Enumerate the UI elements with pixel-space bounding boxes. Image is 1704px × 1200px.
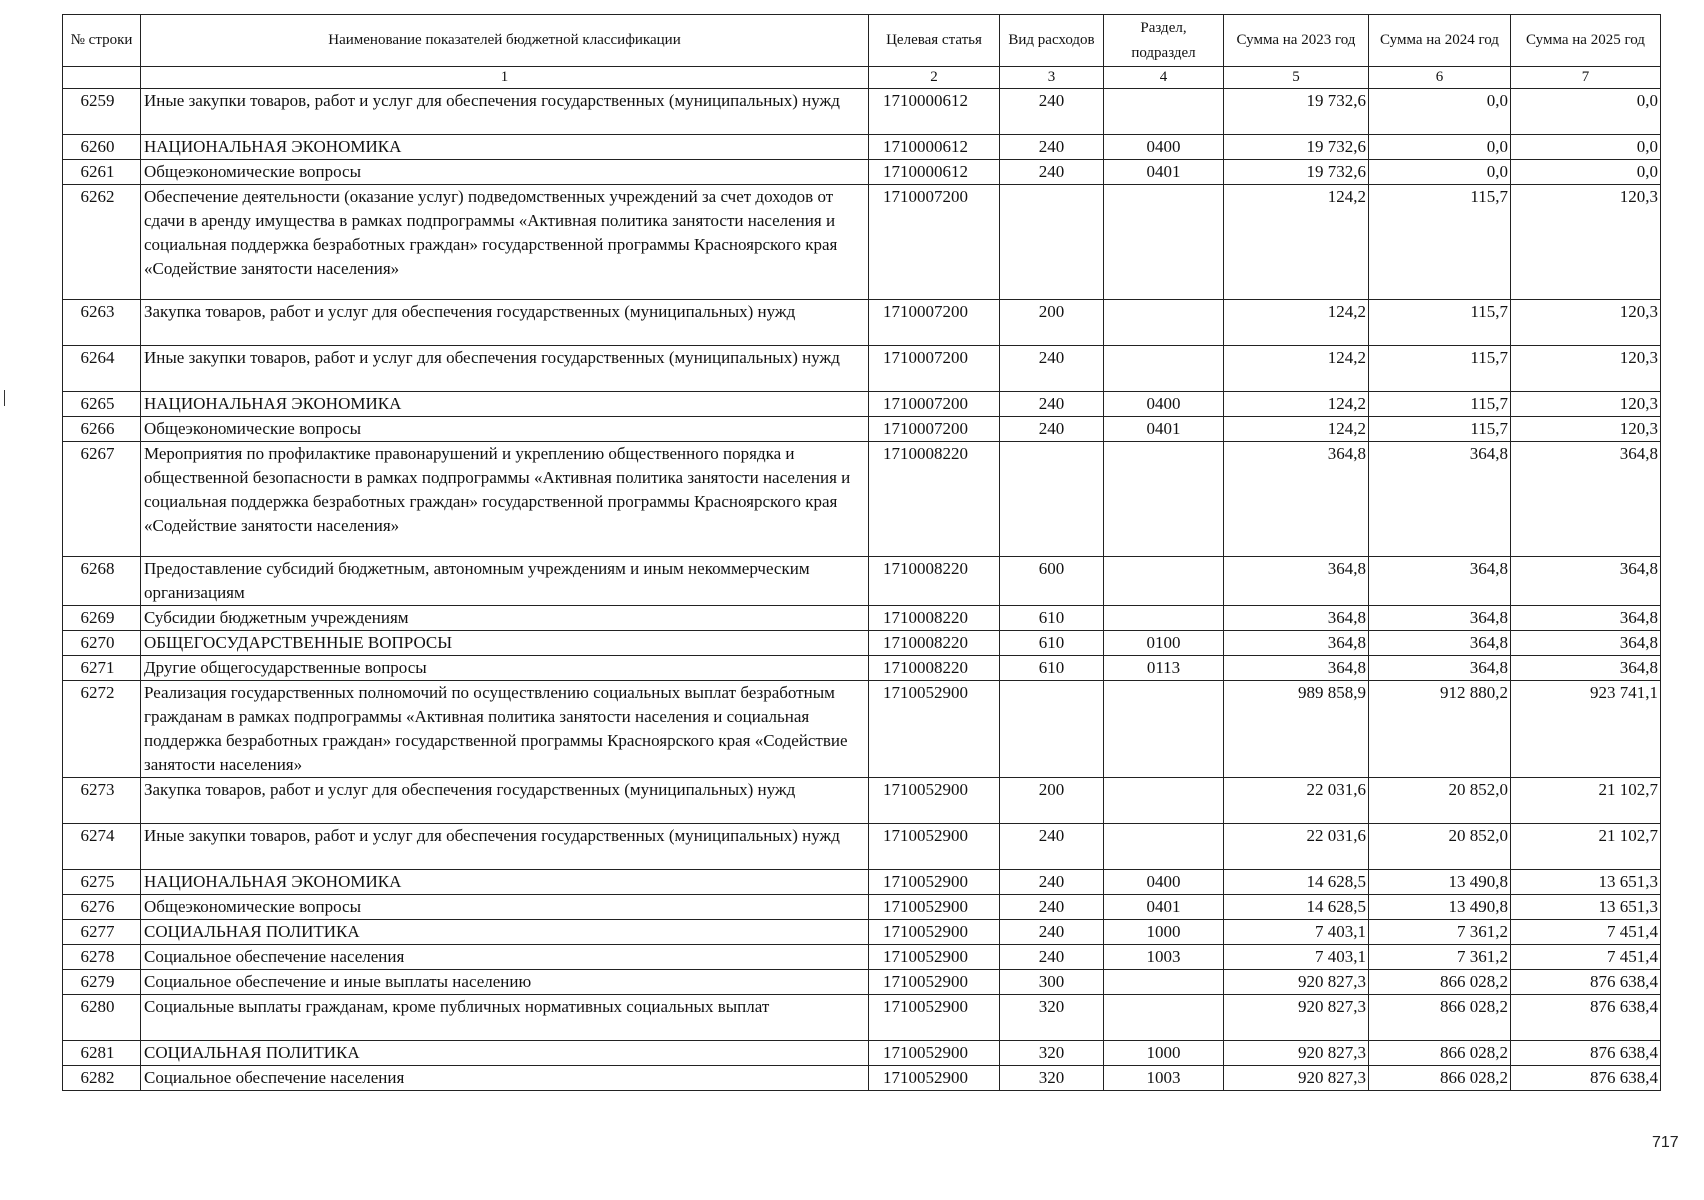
sum-2023: 920 827,3 <box>1224 1066 1369 1091</box>
section-code <box>1104 995 1224 1041</box>
row-number: 6280 <box>63 995 141 1041</box>
indicator-name: Реализация государственных полномочий по осуществлению социальных выплат безработным гражданам в рамках подпрограммы «Активная политика занятости населения и социальная поддержка безработных граждан» государственной программы Красноярского края «Содействие занятости населения» <box>141 681 869 778</box>
sum-2024: 20 852,0 <box>1369 778 1511 824</box>
sum-2023: 124,2 <box>1224 346 1369 392</box>
indicator-name: Мероприятия по профилактике правонарушений и укреплению общественного порядка и общественной безопасности в рамках подпрограммы «Активная политика занятости населения и социальная поддержка безработных граждан» государственной программы Красноярского края «Содействие занятости населения» <box>141 442 869 557</box>
sum-2024: 7 361,2 <box>1369 920 1511 945</box>
table-header <box>63 15 1661 89</box>
row-number: 6264 <box>63 346 141 392</box>
column-index-row <box>63 67 1661 89</box>
expense-type: 240 <box>1000 895 1104 920</box>
indicator-name: Предоставление субсидий бюджетным, автономным учреждениям и иным некоммерческим организациям <box>141 557 869 606</box>
row-number: 6273 <box>63 778 141 824</box>
sum-2023: 124,2 <box>1224 392 1369 417</box>
target-article: 1710000612 <box>869 135 1000 160</box>
sum-2024: 115,7 <box>1369 392 1511 417</box>
sum-2023: 124,2 <box>1224 300 1369 346</box>
section-code: 0401 <box>1104 160 1224 185</box>
expense-type: 320 <box>1000 1041 1104 1066</box>
row-number: 6263 <box>63 300 141 346</box>
header-section: Раздел, подраздел <box>1104 15 1224 67</box>
target-article: 1710052900 <box>869 870 1000 895</box>
sum-2023: 22 031,6 <box>1224 824 1369 870</box>
expense-type: 200 <box>1000 778 1104 824</box>
header-sum-2024: Сумма на 2024 год <box>1369 15 1511 67</box>
target-article: 1710052900 <box>869 895 1000 920</box>
indicator-name: Общеэкономические вопросы <box>141 895 869 920</box>
sum-2023: 22 031,6 <box>1224 778 1369 824</box>
sum-2024: 13 490,8 <box>1369 895 1511 920</box>
indicator-name: НАЦИОНАЛЬНАЯ ЭКОНОМИКА <box>141 392 869 417</box>
sum-2024: 115,7 <box>1369 185 1511 300</box>
sum-2025: 120,3 <box>1511 417 1661 442</box>
column-index: 7 <box>1511 67 1661 89</box>
target-article: 1710008220 <box>869 442 1000 557</box>
row-number: 6282 <box>63 1066 141 1091</box>
row-number: 6268 <box>63 557 141 606</box>
row-number: 6275 <box>63 870 141 895</box>
table-row <box>63 300 1661 346</box>
sum-2023: 14 628,5 <box>1224 870 1369 895</box>
table-row <box>63 778 1661 824</box>
expense-type: 240 <box>1000 870 1104 895</box>
table-row <box>63 656 1661 681</box>
section-code <box>1104 89 1224 135</box>
sum-2024: 364,8 <box>1369 656 1511 681</box>
table-row <box>63 135 1661 160</box>
target-article: 1710000612 <box>869 160 1000 185</box>
indicator-name: Другие общегосударственные вопросы <box>141 656 869 681</box>
sum-2023: 920 827,3 <box>1224 1041 1369 1066</box>
expense-type: 320 <box>1000 995 1104 1041</box>
sum-2023: 7 403,1 <box>1224 920 1369 945</box>
expense-type: 240 <box>1000 160 1104 185</box>
sum-2025: 364,8 <box>1511 442 1661 557</box>
sum-2023: 364,8 <box>1224 631 1369 656</box>
target-article: 1710007200 <box>869 185 1000 300</box>
table-row <box>63 346 1661 392</box>
sum-2025: 876 638,4 <box>1511 995 1661 1041</box>
table-row <box>63 870 1661 895</box>
row-number: 6269 <box>63 606 141 631</box>
sum-2025: 0,0 <box>1511 89 1661 135</box>
sum-2025: 876 638,4 <box>1511 1041 1661 1066</box>
sum-2025: 0,0 <box>1511 160 1661 185</box>
section-code <box>1104 606 1224 631</box>
expense-type: 300 <box>1000 970 1104 995</box>
target-article: 1710052900 <box>869 778 1000 824</box>
scan-margin-mark <box>4 390 5 406</box>
sum-2024: 20 852,0 <box>1369 824 1511 870</box>
target-article: 1710008220 <box>869 557 1000 606</box>
target-article: 1710052900 <box>869 1066 1000 1091</box>
section-code <box>1104 300 1224 346</box>
sum-2023: 19 732,6 <box>1224 89 1369 135</box>
indicator-name: Социальное обеспечение населения <box>141 1066 869 1091</box>
row-number: 6260 <box>63 135 141 160</box>
header-expense-type: Вид расходов <box>1000 15 1104 67</box>
target-article: 1710007200 <box>869 346 1000 392</box>
section-code: 0400 <box>1104 392 1224 417</box>
table-row <box>63 681 1661 778</box>
section-code: 1000 <box>1104 920 1224 945</box>
target-article: 1710007200 <box>869 417 1000 442</box>
sum-2023: 124,2 <box>1224 185 1369 300</box>
table-row <box>63 824 1661 870</box>
sum-2025: 120,3 <box>1511 300 1661 346</box>
row-number: 6261 <box>63 160 141 185</box>
sum-2025: 7 451,4 <box>1511 920 1661 945</box>
indicator-name: Общеэкономические вопросы <box>141 160 869 185</box>
header-indicator-name: Наименование показателей бюджетной классификации <box>141 15 869 67</box>
indicator-name: Общеэкономические вопросы <box>141 417 869 442</box>
sum-2024: 115,7 <box>1369 346 1511 392</box>
sum-2024: 866 028,2 <box>1369 995 1511 1041</box>
table-row <box>63 631 1661 656</box>
sum-2025: 923 741,1 <box>1511 681 1661 778</box>
section-code: 0100 <box>1104 631 1224 656</box>
sum-2024: 866 028,2 <box>1369 1041 1511 1066</box>
column-index: 6 <box>1369 67 1511 89</box>
section-code <box>1104 557 1224 606</box>
row-number: 6259 <box>63 89 141 135</box>
table-row <box>63 945 1661 970</box>
section-code: 1003 <box>1104 945 1224 970</box>
row-number: 6272 <box>63 681 141 778</box>
table-body <box>63 89 1661 1091</box>
table-row <box>63 557 1661 606</box>
sum-2023: 7 403,1 <box>1224 945 1369 970</box>
target-article: 1710052900 <box>869 945 1000 970</box>
row-number: 6274 <box>63 824 141 870</box>
expense-type: 240 <box>1000 392 1104 417</box>
table-row <box>63 417 1661 442</box>
indicator-name: СОЦИАЛЬНАЯ ПОЛИТИКА <box>141 1041 869 1066</box>
section-code <box>1104 346 1224 392</box>
section-code <box>1104 185 1224 300</box>
sum-2025: 13 651,3 <box>1511 870 1661 895</box>
table-row <box>63 895 1661 920</box>
sum-2024: 0,0 <box>1369 135 1511 160</box>
sum-2024: 115,7 <box>1369 300 1511 346</box>
row-number: 6279 <box>63 970 141 995</box>
sum-2024: 115,7 <box>1369 417 1511 442</box>
target-article: 1710052900 <box>869 970 1000 995</box>
target-article: 1710052900 <box>869 824 1000 870</box>
indicator-name: Обеспечение деятельности (оказание услуг) подведомственных учреждений за счет доходов от сдачи в аренду имущества в рамках подпрограммы «Активная политика занятости населения и социальная поддержка безработных граждан» государственной программы Красноярского края «Содействие занятости населения» <box>141 185 869 300</box>
sum-2024: 912 880,2 <box>1369 681 1511 778</box>
expense-type: 240 <box>1000 920 1104 945</box>
expense-type: 240 <box>1000 417 1104 442</box>
indicator-name: Закупка товаров, работ и услуг для обеспечения государственных (муниципальных) нужд <box>141 300 869 346</box>
table-row <box>63 392 1661 417</box>
sum-2023: 920 827,3 <box>1224 995 1369 1041</box>
sum-2024: 866 028,2 <box>1369 970 1511 995</box>
table-row <box>63 442 1661 557</box>
target-article: 1710052900 <box>869 1041 1000 1066</box>
target-article: 1710008220 <box>869 606 1000 631</box>
sum-2024: 364,8 <box>1369 557 1511 606</box>
indicator-name: Субсидии бюджетным учреждениям <box>141 606 869 631</box>
target-article: 1710007200 <box>869 392 1000 417</box>
section-code: 1003 <box>1104 1066 1224 1091</box>
sum-2024: 7 361,2 <box>1369 945 1511 970</box>
table-row <box>63 89 1661 135</box>
sum-2023: 364,8 <box>1224 606 1369 631</box>
target-article: 1710052900 <box>869 920 1000 945</box>
header-sum-2025: Сумма на 2025 год <box>1511 15 1661 67</box>
indicator-name: ОБЩЕГОСУДАРСТВЕННЫЕ ВОПРОСЫ <box>141 631 869 656</box>
sum-2024: 13 490,8 <box>1369 870 1511 895</box>
column-index: 4 <box>1104 67 1224 89</box>
row-number: 6281 <box>63 1041 141 1066</box>
sum-2023: 19 732,6 <box>1224 135 1369 160</box>
row-number: 6278 <box>63 945 141 970</box>
header-target-article: Целевая статья <box>869 15 1000 67</box>
indicator-name: НАЦИОНАЛЬНАЯ ЭКОНОМИКА <box>141 135 869 160</box>
section-code <box>1104 970 1224 995</box>
sum-2023: 364,8 <box>1224 656 1369 681</box>
expense-type: 240 <box>1000 945 1104 970</box>
sum-2024: 0,0 <box>1369 160 1511 185</box>
sum-2025: 364,8 <box>1511 656 1661 681</box>
expense-type: 200 <box>1000 300 1104 346</box>
section-code <box>1104 681 1224 778</box>
column-index <box>63 67 141 89</box>
row-number: 6276 <box>63 895 141 920</box>
section-code: 0113 <box>1104 656 1224 681</box>
column-index: 2 <box>869 67 1000 89</box>
expense-type: 610 <box>1000 606 1104 631</box>
expense-type: 610 <box>1000 656 1104 681</box>
section-code <box>1104 442 1224 557</box>
section-code <box>1104 778 1224 824</box>
row-number: 6262 <box>63 185 141 300</box>
page-number: 717 <box>1652 1134 1679 1151</box>
indicator-name: СОЦИАЛЬНАЯ ПОЛИТИКА <box>141 920 869 945</box>
sum-2025: 13 651,3 <box>1511 895 1661 920</box>
section-code: 0400 <box>1104 135 1224 160</box>
section-code <box>1104 824 1224 870</box>
row-number: 6267 <box>63 442 141 557</box>
sum-2024: 364,8 <box>1369 606 1511 631</box>
section-code: 1000 <box>1104 1041 1224 1066</box>
sum-2025: 0,0 <box>1511 135 1661 160</box>
table-row <box>63 920 1661 945</box>
sum-2025: 7 451,4 <box>1511 945 1661 970</box>
column-index: 1 <box>141 67 869 89</box>
sum-2023: 14 628,5 <box>1224 895 1369 920</box>
table-row <box>63 606 1661 631</box>
indicator-name: Социальные выплаты гражданам, кроме публичных нормативных социальных выплат <box>141 995 869 1041</box>
target-article: 1710007200 <box>869 300 1000 346</box>
expense-type <box>1000 681 1104 778</box>
sum-2025: 120,3 <box>1511 185 1661 300</box>
sum-2025: 364,8 <box>1511 557 1661 606</box>
sum-2025: 120,3 <box>1511 392 1661 417</box>
sum-2023: 920 827,3 <box>1224 970 1369 995</box>
sum-2025: 364,8 <box>1511 606 1661 631</box>
section-code: 0401 <box>1104 895 1224 920</box>
sum-2025: 21 102,7 <box>1511 824 1661 870</box>
sum-2024: 364,8 <box>1369 631 1511 656</box>
target-article: 1710000612 <box>869 89 1000 135</box>
section-code: 0400 <box>1104 870 1224 895</box>
sum-2023: 364,8 <box>1224 557 1369 606</box>
row-number: 6271 <box>63 656 141 681</box>
target-article: 1710052900 <box>869 995 1000 1041</box>
indicator-name: Социальное обеспечение и иные выплаты населению <box>141 970 869 995</box>
column-index: 3 <box>1000 67 1104 89</box>
row-number: 6277 <box>63 920 141 945</box>
expense-type: 600 <box>1000 557 1104 606</box>
table-row <box>63 1066 1661 1091</box>
target-article: 1710008220 <box>869 631 1000 656</box>
sum-2025: 876 638,4 <box>1511 1066 1661 1091</box>
expense-type: 240 <box>1000 346 1104 392</box>
sum-2024: 0,0 <box>1369 89 1511 135</box>
sum-2023: 364,8 <box>1224 442 1369 557</box>
sum-2025: 120,3 <box>1511 346 1661 392</box>
indicator-name: Иные закупки товаров, работ и услуг для обеспечения государственных (муниципальных) нужд <box>141 824 869 870</box>
column-index: 5 <box>1224 67 1369 89</box>
table-row <box>63 160 1661 185</box>
header-row-number: № строки <box>63 15 141 67</box>
sum-2025: 21 102,7 <box>1511 778 1661 824</box>
table-row <box>63 1041 1661 1066</box>
budget-table <box>62 14 1661 1091</box>
indicator-name: Иные закупки товаров, работ и услуг для обеспечения государственных (муниципальных) нужд <box>141 346 869 392</box>
indicator-name: Закупка товаров, работ и услуг для обеспечения государственных (муниципальных) нужд <box>141 778 869 824</box>
table-row <box>63 995 1661 1041</box>
sum-2025: 364,8 <box>1511 631 1661 656</box>
sum-2023: 19 732,6 <box>1224 160 1369 185</box>
indicator-name: Социальное обеспечение населения <box>141 945 869 970</box>
expense-type: 320 <box>1000 1066 1104 1091</box>
expense-type <box>1000 185 1104 300</box>
indicator-name: НАЦИОНАЛЬНАЯ ЭКОНОМИКА <box>141 870 869 895</box>
table-row <box>63 970 1661 995</box>
row-number: 6265 <box>63 392 141 417</box>
expense-type: 240 <box>1000 135 1104 160</box>
sum-2023: 989 858,9 <box>1224 681 1369 778</box>
expense-type: 240 <box>1000 89 1104 135</box>
expense-type: 240 <box>1000 824 1104 870</box>
sum-2024: 866 028,2 <box>1369 1066 1511 1091</box>
sum-2024: 364,8 <box>1369 442 1511 557</box>
sum-2025: 876 638,4 <box>1511 970 1661 995</box>
target-article: 1710008220 <box>869 656 1000 681</box>
expense-type: 610 <box>1000 631 1104 656</box>
expense-type <box>1000 442 1104 557</box>
target-article: 1710052900 <box>869 681 1000 778</box>
header-sum-2023: Сумма на 2023 год <box>1224 15 1369 67</box>
sum-2023: 124,2 <box>1224 417 1369 442</box>
indicator-name: Иные закупки товаров, работ и услуг для обеспечения государственных (муниципальных) нужд <box>141 89 869 135</box>
section-code: 0401 <box>1104 417 1224 442</box>
row-number: 6270 <box>63 631 141 656</box>
table-row <box>63 185 1661 300</box>
row-number: 6266 <box>63 417 141 442</box>
